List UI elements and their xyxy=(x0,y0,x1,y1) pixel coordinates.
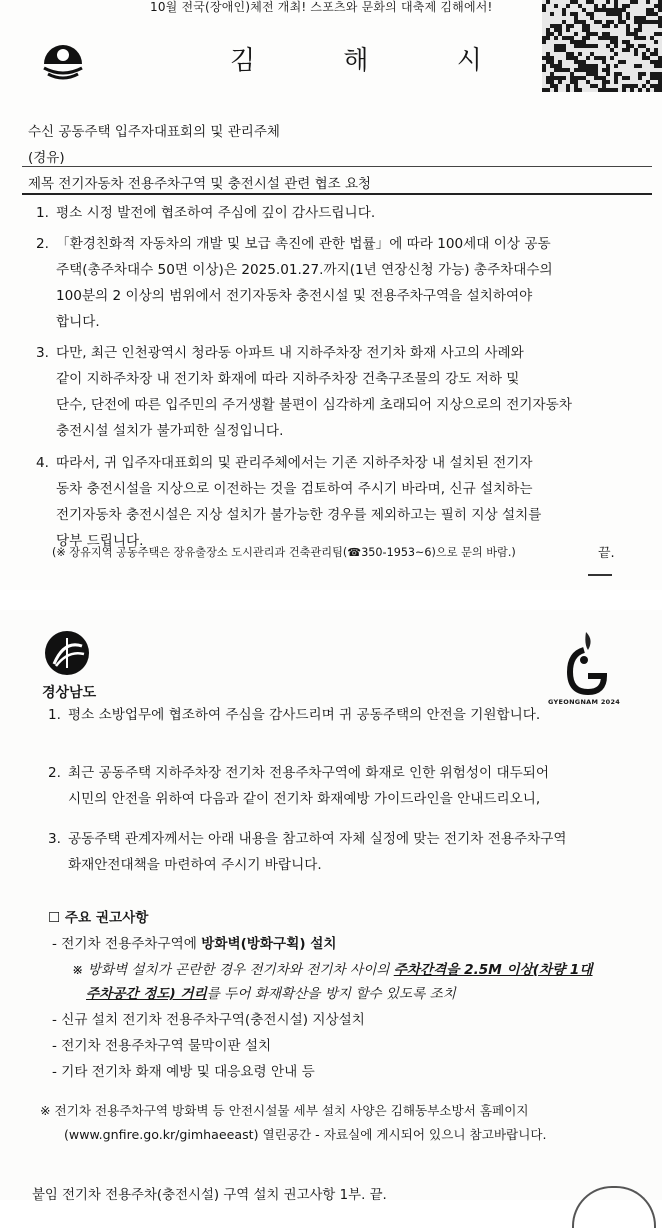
section-title: ☐ 주요 권고사항 xyxy=(48,910,149,926)
gyeongnam-fire-letter xyxy=(0,610,662,1203)
gyeongnam-logo-icon xyxy=(44,630,90,682)
games-emblem-icon xyxy=(560,630,610,702)
paragraph-3 xyxy=(48,826,648,878)
recipient-line: 수신 공동주택 입주자대표회의 및 관리주체 xyxy=(28,124,280,140)
org-label: 경상남도 xyxy=(42,685,97,701)
qr-code-image xyxy=(542,0,662,92)
paragraph-text: 공동주택 관계자께서는 아래 내용을 참고하여 자체 실정에 맞는 전기차 전용주차구역 화재안전대책을 마련하여 주시기 바랍니다. xyxy=(68,831,567,873)
paragraph-text: 평소 소방업무에 협조하여 주심을 감사드리며 귀 공동주택의 안전을 기원합니다. xyxy=(68,707,541,723)
gimhae-logo-icon xyxy=(40,42,86,86)
paragraph-number: 1. xyxy=(48,707,61,723)
divider xyxy=(22,166,652,167)
divider xyxy=(588,574,612,576)
paragraph-1 xyxy=(48,702,648,728)
paragraph-number: 3. xyxy=(36,345,49,361)
via-line: (경유) xyxy=(28,150,65,166)
paragraph-text: 다만, 최근 인천광역시 청라동 아파트 내 지하주차장 전기차 화재 사고의 사례와 같이 지하주차장 내 전기차 화재에 따라 지하주차장 건축구조물의 강도 저하 및 단수, 단전에 따른 입주민의 주거생활 불편이 심각하게 초래되어 지상으로의 전기자동차 충전시설 설치가 불가피한 실정입니다. xyxy=(56,345,572,439)
rec-bold-text: 방화벽(방화구획) 설치 xyxy=(201,936,337,952)
paragraph-text: 최근 공동주택 지하주차장 전기차 전용주차구역에 화재로 인한 위험성이 대두되어 시민의 안전을 위하여 다음과 같이 전기차 화재예방 가이드라인을 안내드리오니, xyxy=(68,765,550,807)
contact-note: (※ 장유지역 공동주택은 장유출장소 도시관리과 건축관리팀(☎350-1953~6)으로 문의 바람.) xyxy=(52,546,516,559)
rec-note-highlight: 주차간격을 2.5M 이상(차량 1대 xyxy=(393,962,593,978)
seal-stamp-icon xyxy=(572,1186,656,1228)
slogan: 10월 전국(장애인)체전 개최! 스포츠와 문화의 대축제 김해에서! xyxy=(150,0,493,14)
paragraph-number: 1. xyxy=(36,205,49,221)
paragraph-text: 「환경친화적 자동차의 개발 및 보급 촉진에 관한 법률」에 따라 100세대 이상 공동 주택(총주차대수 50면 이상)은 2025.01.27.까지(1년 연장신청 가능) 총주차대수의 100분의 2 이상의 범위에서 전기자동차 충전시설 및 전용주차구역을 설치하여야 합니다. xyxy=(56,236,553,330)
paragraph-4 xyxy=(36,450,648,554)
paragraph-number: 2. xyxy=(36,236,49,252)
paragraph-2 xyxy=(48,760,648,812)
attachment-line: 붙임 전기차 전용주차(충전시설) 구역 설치 권고사항 1부. 끝. xyxy=(32,1188,387,1203)
gimhae-city-letter xyxy=(0,0,662,590)
recommendation-1 xyxy=(52,932,337,952)
rec-note-text: 를 두어 화재확산을 방지 할수 있도록 조치 xyxy=(206,986,456,1002)
recommendation-note-line1 xyxy=(72,958,593,978)
paragraph-text: 평소 시정 발전에 협조하여 주심에 깊이 감사드립니다. xyxy=(56,205,376,221)
footnote-line1: ※ 전기차 전용주차구역 방화벽 등 안전시설물 세부 설치 사양은 김해동부소방서 홈페이지 xyxy=(40,1103,529,1118)
rec-note-highlight: 주차공간 정도) 거리 xyxy=(86,986,207,1002)
paragraph-3 xyxy=(36,340,648,444)
paragraph-2 xyxy=(36,231,648,335)
recommendation-3: - 전기차 전용주차구역 물막이판 설치 xyxy=(52,1038,272,1054)
recommendation-note-line2 xyxy=(86,982,456,1002)
paragraph-number: 3. xyxy=(48,831,61,847)
divider xyxy=(22,193,652,195)
rec-text: - 전기차 전용주차구역에 xyxy=(52,936,202,952)
paragraph-number: 4. xyxy=(36,455,49,471)
subject-line: 제목 전기자동차 전용주차구역 및 충전시설 관련 협조 요청 xyxy=(28,176,372,192)
rec-note-text: ※ 방화벽 설치가 곤란한 경우 전기차와 전기차 사이의 xyxy=(72,962,394,978)
end-mark: 끝. xyxy=(598,546,615,561)
footnote-line2: (www.gnfire.go.kr/gimhaeeast) 열린공간 - 자료실에 게시되어 있으니 참고바랍니다. xyxy=(64,1127,547,1142)
page-gap xyxy=(0,590,662,610)
paragraph-number: 2. xyxy=(48,765,61,781)
city-name: 김 해 시 xyxy=(230,46,522,76)
recommendation-4: - 기타 전기차 화재 예방 및 대응요령 안내 등 xyxy=(52,1064,315,1080)
paragraph-1 xyxy=(36,200,646,226)
paragraph-text: 따라서, 귀 입주자대표회의 및 관리주체에서는 기존 지하주차장 내 설치된 전기자 동차 충전시설을 지상으로 이전하는 것을 검토하여 주시기 바라며, 신규 설치하는 전기자동차 충전시설은 지상 설치가 불가능한 경우를 제외하고는 필히 지상 설치를 당부 드립니다. xyxy=(56,455,542,549)
games-label: GYEONGNAM 2024 xyxy=(548,698,621,706)
recommendation-2: - 신규 설치 전기차 전용주차구역(충전시설) 지상설치 xyxy=(52,1012,365,1028)
